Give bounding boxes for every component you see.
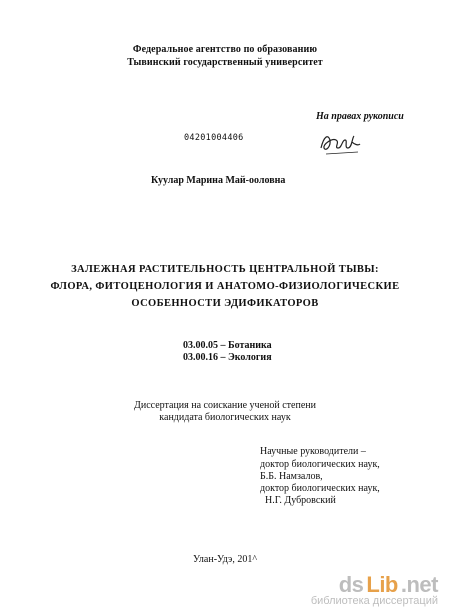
supervisors-heading: Научные руководители –	[260, 446, 366, 457]
degree-line-2: кандидата биологических наук	[159, 412, 291, 423]
watermark-net: .net	[400, 572, 438, 597]
supervisor-2-degree: доктор биологических наук,	[260, 483, 380, 494]
handwritten-signature	[318, 126, 362, 160]
title-line-2: ФЛОРА, ФИТОЦЕНОЛОГИЯ И АНАТОМО-ФИЗИОЛОГИЧЕСКИЕ	[50, 281, 400, 292]
place-year: Улан-Удэ, 201^	[192, 554, 258, 565]
author-name: Куулар Марина Май-ооловна	[151, 175, 286, 186]
supervisor-1-name: Б.Б. Намзалов,	[260, 471, 323, 482]
supervisor-2-name: Н.Г. Дубровский	[265, 495, 336, 506]
rights-label: На правах рукописи	[316, 111, 404, 122]
university-line: Тывинский государственный университет	[127, 57, 323, 68]
agency-line: Федеральное агентство по образованию	[132, 44, 318, 55]
title-line-1: ЗАЛЕЖНАЯ РАСТИТЕЛЬНОСТЬ ЦЕНТРАЛЬНОЙ ТЫВЫ:	[71, 264, 379, 275]
degree-line-1: Диссертация на соискание ученой степени	[134, 400, 316, 411]
watermark-ds: ds	[338, 572, 364, 597]
watermark-subtitle: библиотека диссертаций	[310, 595, 438, 607]
supervisor-1-degree: доктор биологических наук,	[260, 459, 380, 470]
watermark-lib: Lib	[366, 572, 398, 597]
title-line-3: ОСОБЕННОСТИ ЭДИФИКАТОРОВ	[131, 298, 319, 309]
dslib-watermark	[311, 572, 438, 607]
document-code: 04201004406	[184, 133, 244, 143]
specialty-ecology: 03.00.16 – Экология	[183, 352, 272, 363]
specialty-botany: 03.00.05 – Ботаника	[183, 340, 272, 351]
